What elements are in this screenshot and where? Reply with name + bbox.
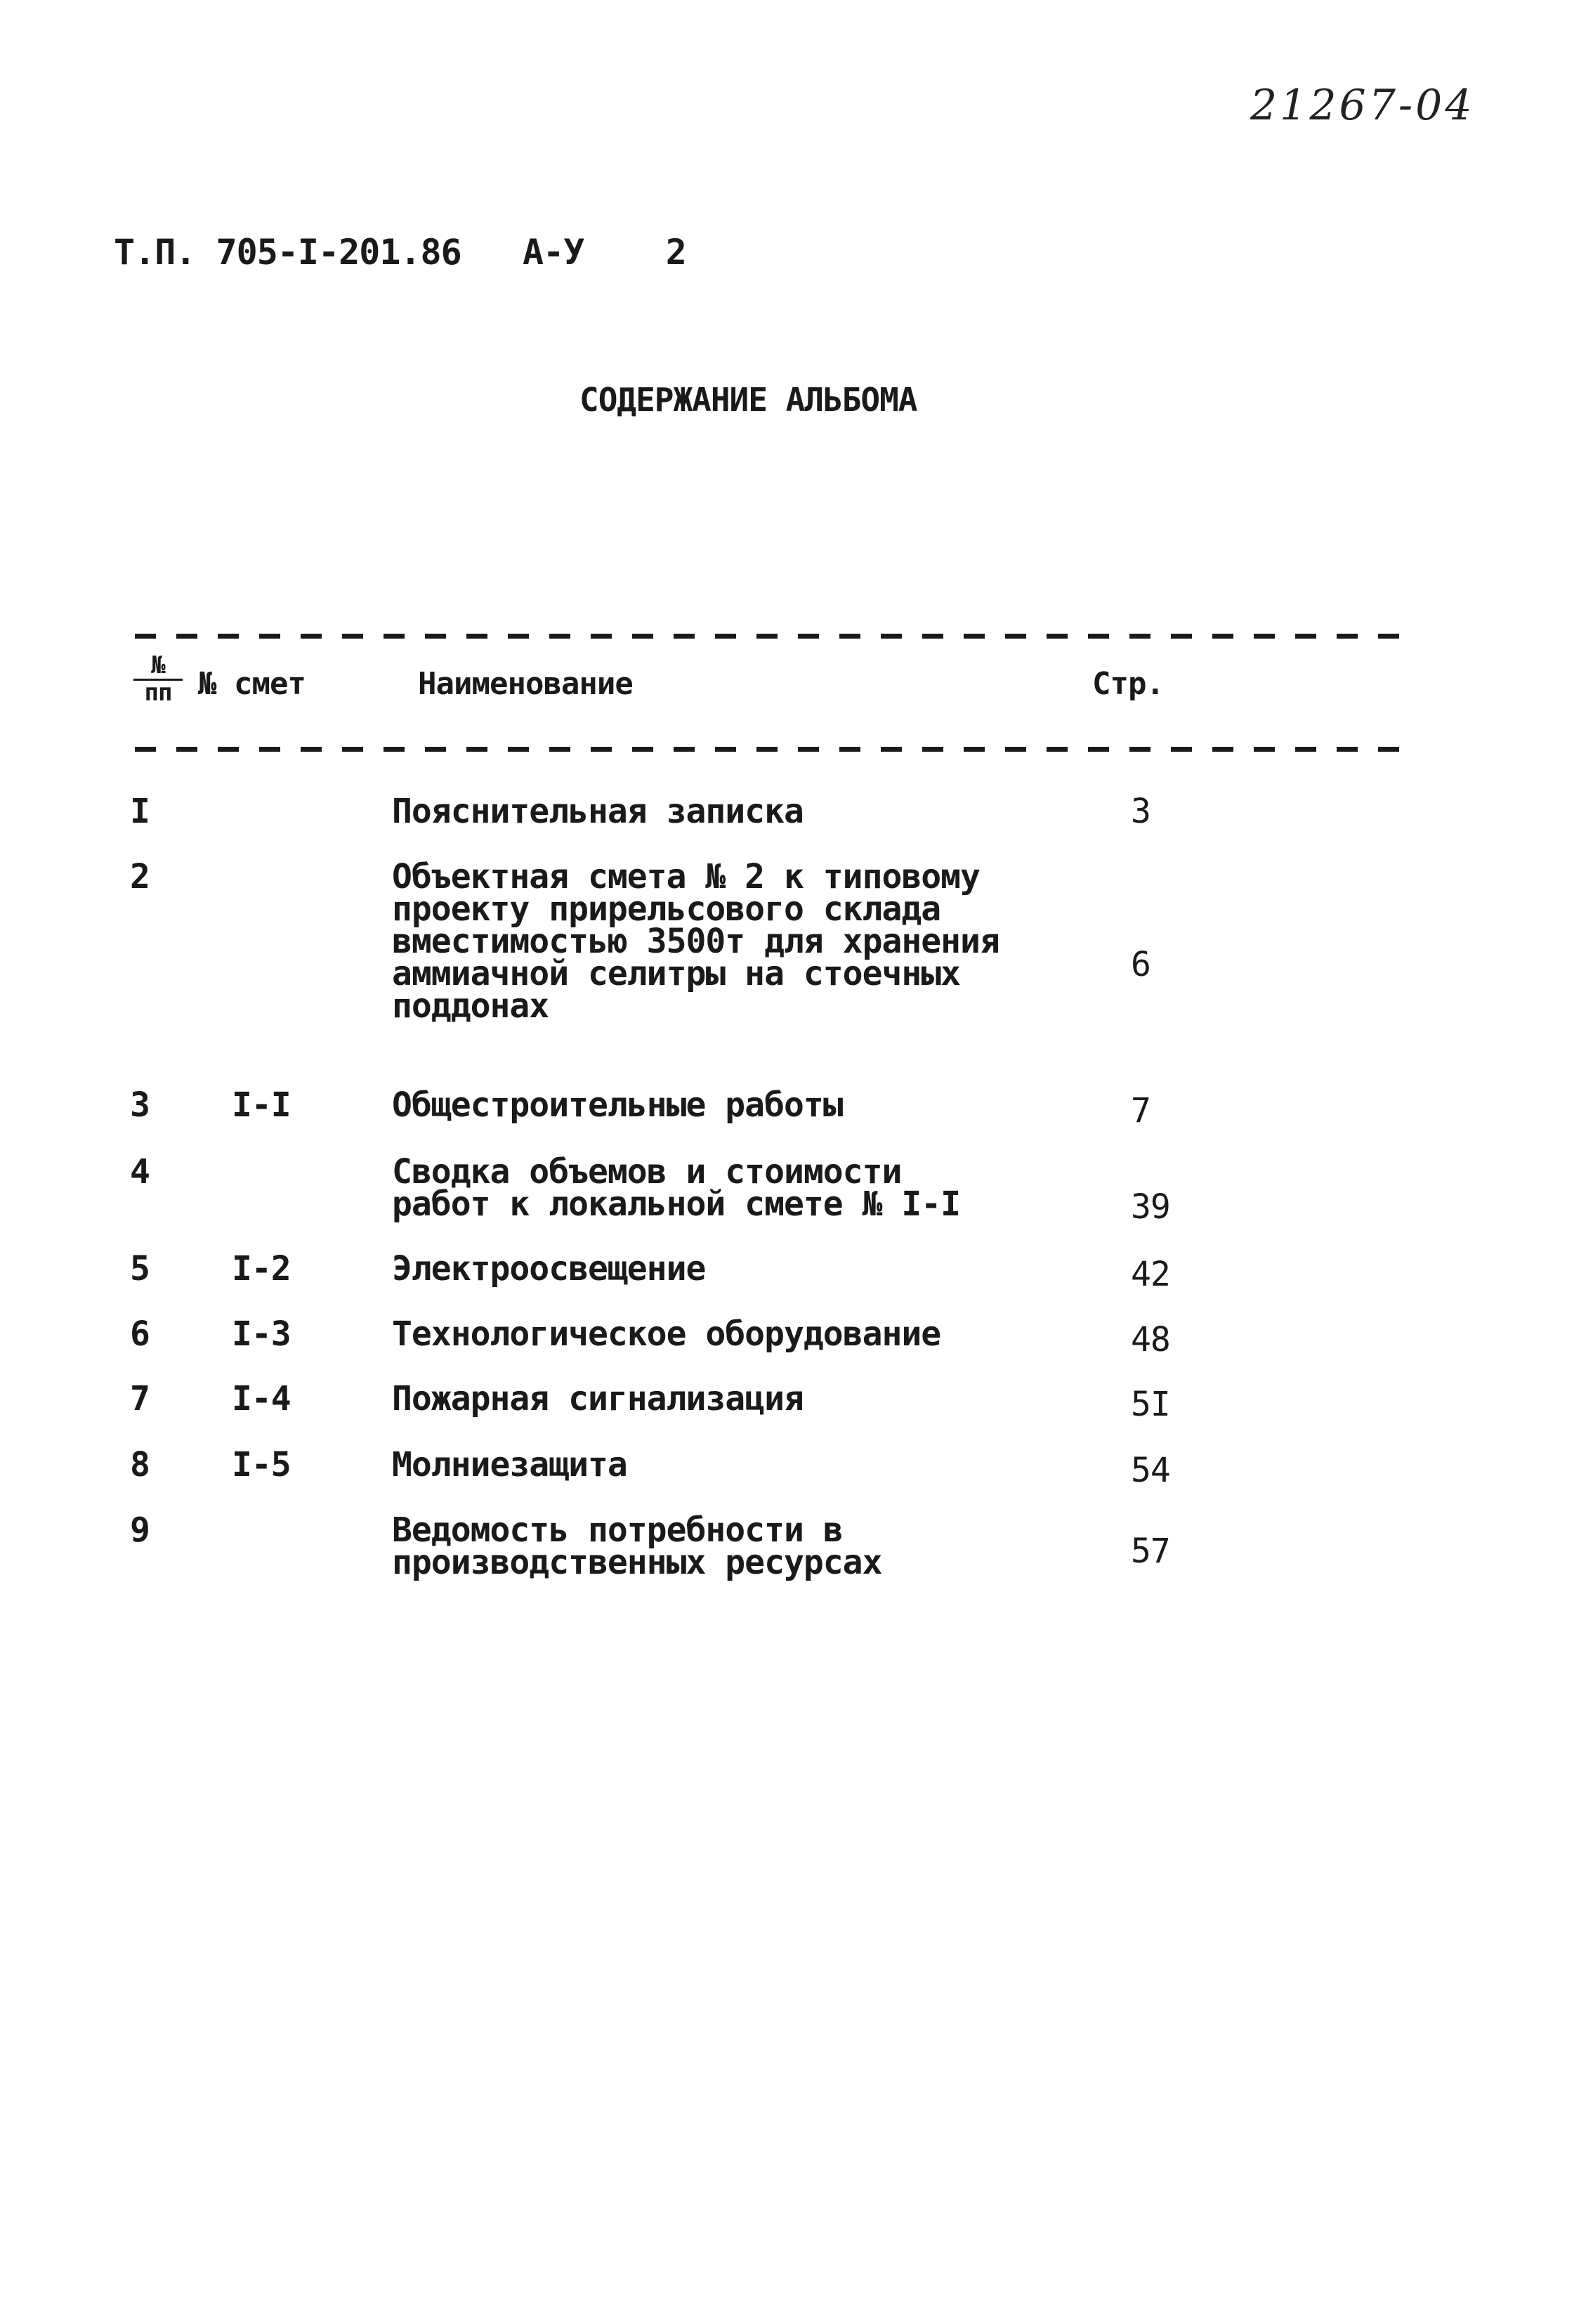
column-header-smeta: № смет — [198, 666, 306, 702]
row-page: 39 — [1131, 1187, 1170, 1227]
column-header-number-top: № — [151, 651, 165, 679]
page-title: СОДЕРЖАНИЕ АЛЬБОМА — [579, 381, 917, 419]
row-name: Ведомость потребности в производственных ресурсах — [392, 1510, 882, 1582]
archive-number: 21267-04 — [1250, 81, 1475, 130]
row-name: Молниезащита — [392, 1445, 627, 1484]
document-code: Т.П. 705-I-201.86 А-У 2 — [114, 232, 686, 273]
row-page: 48 — [1131, 1320, 1170, 1359]
row-page: 3 — [1131, 792, 1150, 831]
row-number: 2 — [130, 857, 150, 896]
row-smeta: I-4 — [232, 1379, 291, 1418]
table-top-dashed-rule — [135, 634, 1399, 639]
column-header-name: Наименование — [418, 666, 633, 702]
row-page: 54 — [1131, 1451, 1170, 1490]
row-number: 4 — [130, 1152, 150, 1192]
row-smeta: I-I — [232, 1085, 291, 1125]
column-header-number — [133, 653, 183, 705]
row-number: 7 — [130, 1379, 150, 1418]
row-page: 42 — [1131, 1255, 1170, 1294]
row-page: 5I — [1131, 1385, 1170, 1424]
table-header-dashed-rule — [135, 747, 1399, 752]
column-header-number-bottom: пп — [133, 679, 183, 705]
row-number: I — [130, 792, 150, 831]
row-name: Технологическое оборудование — [392, 1314, 941, 1354]
row-page: 7 — [1131, 1091, 1150, 1130]
row-smeta: I-5 — [232, 1445, 291, 1484]
row-number: 3 — [130, 1085, 150, 1125]
row-name: Пожарная сигнализация — [392, 1379, 804, 1418]
row-page: 57 — [1131, 1532, 1170, 1571]
row-name: Пояснительная записка — [392, 792, 804, 831]
row-smeta: I-3 — [232, 1314, 291, 1354]
row-number: 5 — [130, 1249, 150, 1288]
row-name: Общестроительные работы — [392, 1085, 843, 1125]
row-name: Сводка объемов и стоимости работ к локальной смете № I-I — [392, 1152, 961, 1224]
row-page: 6 — [1131, 945, 1150, 984]
column-header-page: Стр. — [1092, 666, 1164, 702]
row-name: Электроосвещение — [392, 1249, 706, 1288]
row-number: 6 — [130, 1314, 150, 1354]
row-number: 8 — [130, 1445, 150, 1484]
row-smeta: I-2 — [232, 1249, 291, 1288]
row-name: Объектная смета № 2 к типовому проекту прирельсового склада вместимостью 3500т для хранения аммиачной селитры на стоечных поддонах — [392, 857, 999, 1026]
row-number: 9 — [130, 1510, 150, 1550]
